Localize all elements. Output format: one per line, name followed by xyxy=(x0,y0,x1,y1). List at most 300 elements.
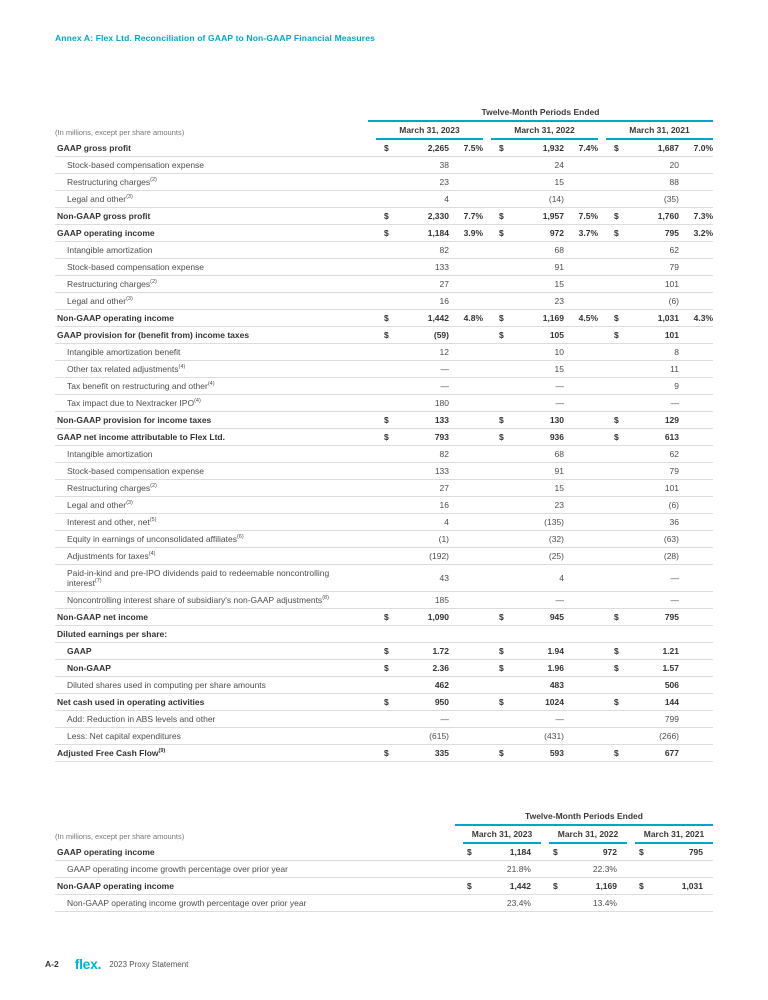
table-row xyxy=(55,259,713,276)
row-label-text: Paid-in-kind and pre-IPO dividends paid to redeemable noncontrolling interest xyxy=(67,567,330,589)
row-label-text: Equity in earnings of unconsolidated affiliates xyxy=(67,533,237,544)
value-group xyxy=(598,500,713,510)
cell-value: 20 xyxy=(669,160,679,170)
dollar-sign: $ xyxy=(384,211,389,221)
cell-value: 1,442 xyxy=(427,313,449,323)
cell-value: (431) xyxy=(544,731,564,742)
cell-value: 79 xyxy=(669,262,679,272)
row-label-text: GAAP operating income xyxy=(57,846,155,857)
value-group xyxy=(483,573,598,583)
value-group xyxy=(483,262,598,272)
cell-value: 101 xyxy=(664,483,679,493)
dollar-sign: $ xyxy=(614,330,619,340)
cell-value: 133 xyxy=(434,262,449,272)
value-group xyxy=(368,573,483,583)
dollar-sign: $ xyxy=(614,313,619,323)
dollar-sign: $ xyxy=(499,612,504,623)
value-group xyxy=(483,160,598,170)
dollar-sign: $ xyxy=(384,415,389,425)
column-header: March 31, 2023 xyxy=(376,125,483,140)
value-group xyxy=(368,177,483,187)
dollar-sign: $ xyxy=(384,612,389,623)
table-row xyxy=(55,861,713,878)
row-label-text: Legal and other xyxy=(67,295,127,306)
cell-value: 1,169 xyxy=(542,313,564,323)
value-group xyxy=(598,731,713,741)
value-group xyxy=(598,551,713,561)
row-label-text: Non-GAAP gross profit xyxy=(57,210,151,221)
row-label-text: Interest and other, net xyxy=(67,516,150,527)
pct-value: 4.8% xyxy=(463,313,483,323)
column-header: March 31, 2021 xyxy=(606,125,713,140)
cell-value: (14) xyxy=(548,194,564,204)
cell-value: (35) xyxy=(663,194,679,204)
cell-value: (615) xyxy=(429,731,449,742)
row-label xyxy=(55,157,368,173)
footnote-ref: (3) xyxy=(126,193,133,200)
cell-value: 15 xyxy=(554,177,564,187)
value-group xyxy=(483,143,598,153)
value-group xyxy=(598,313,713,323)
cell-value: 936 xyxy=(549,432,564,442)
row-label xyxy=(55,293,368,309)
value-group xyxy=(368,245,483,255)
dollar-sign: $ xyxy=(614,211,619,221)
cell-value: 1.72 xyxy=(432,646,449,657)
row-label xyxy=(55,191,368,207)
row-label xyxy=(55,225,368,241)
value-group xyxy=(598,381,713,391)
dollar-sign: $ xyxy=(499,748,504,759)
value-group xyxy=(368,483,483,493)
value-group xyxy=(368,663,483,673)
value-group xyxy=(368,313,483,323)
row-label-text: Intangible amortization benefit xyxy=(67,346,181,357)
dollar-sign: $ xyxy=(614,432,619,442)
cell-value: 15 xyxy=(554,364,564,374)
cell-value: — xyxy=(670,573,679,584)
value-group xyxy=(598,398,713,408)
value-group xyxy=(368,296,483,306)
table-row xyxy=(55,626,713,643)
cell-value: 23.4% xyxy=(506,898,531,908)
footnote-ref: (3) xyxy=(126,499,133,506)
cell-value: 1,184 xyxy=(427,228,449,238)
value-group xyxy=(483,228,598,238)
cell-value: 16 xyxy=(439,500,449,510)
operating-income-growth-table xyxy=(55,811,713,912)
row-label xyxy=(55,592,368,608)
cell-value: 1.94 xyxy=(547,646,564,657)
pct-value: 7.7% xyxy=(463,211,483,221)
table-row xyxy=(55,531,713,548)
row-label xyxy=(55,480,368,496)
value-group xyxy=(598,612,713,622)
value-group xyxy=(483,714,598,724)
dollar-sign: $ xyxy=(384,697,389,708)
dollar-sign: $ xyxy=(614,415,619,425)
cell-value: 613 xyxy=(664,432,679,442)
cell-value: 68 xyxy=(554,245,564,255)
cell-value: 22.3% xyxy=(592,864,617,874)
row-label xyxy=(55,643,368,659)
cell-value: 1,184 xyxy=(509,847,531,857)
period-header-row xyxy=(55,811,713,826)
value-group xyxy=(368,228,483,238)
cell-value: 27 xyxy=(439,483,449,493)
cell-value: 12 xyxy=(439,347,449,357)
footnote-ref: (2) xyxy=(150,176,157,183)
row-label-text: Non-GAAP xyxy=(67,662,111,673)
cell-value: — xyxy=(555,398,564,408)
row-label-text: Non-GAAP operating income growth percentage over prior year xyxy=(67,897,307,908)
row-label-text: Stock-based compensation expense xyxy=(67,159,205,170)
pct-value: 7.4% xyxy=(578,143,598,153)
table-row xyxy=(55,565,713,592)
table-row xyxy=(55,711,713,728)
row-label xyxy=(55,531,368,547)
value-group xyxy=(368,612,483,622)
dollar-sign: $ xyxy=(553,881,558,891)
value-group xyxy=(483,279,598,289)
row-label-text: Legal and other xyxy=(67,499,127,510)
cell-value: — xyxy=(555,714,564,725)
value-group xyxy=(598,347,713,357)
row-label xyxy=(55,895,455,911)
value-group xyxy=(483,612,598,622)
row-label-text: Adjustments for taxes xyxy=(67,550,149,561)
value-group xyxy=(598,228,713,238)
footnote-ref: (5) xyxy=(149,516,157,523)
table-caption: (In millions, except per share amounts) xyxy=(55,832,185,841)
dollar-sign: $ xyxy=(614,697,619,708)
pct-value: 7.5% xyxy=(578,211,598,221)
cell-value: 185 xyxy=(434,595,449,606)
table-row xyxy=(55,174,713,191)
label-column-spacer xyxy=(55,107,368,122)
row-label xyxy=(55,446,368,462)
cell-value: (28) xyxy=(663,551,679,561)
value-group xyxy=(368,398,483,408)
cell-value: 4 xyxy=(444,194,449,204)
value-group xyxy=(368,262,483,272)
row-label-text: Intangible amortization xyxy=(67,244,153,255)
value-group xyxy=(598,646,713,656)
cell-value: 82 xyxy=(439,245,449,255)
value-group xyxy=(598,663,713,673)
row-label xyxy=(55,878,455,894)
dollar-sign: $ xyxy=(639,881,644,891)
table-row xyxy=(55,844,713,861)
row-label xyxy=(55,412,368,428)
cell-value: 133 xyxy=(434,415,449,425)
value-group xyxy=(598,143,713,153)
value-group xyxy=(368,432,483,442)
value-group xyxy=(483,697,598,707)
cell-value: 795 xyxy=(664,228,679,238)
value-group xyxy=(368,364,483,374)
cell-value: 10 xyxy=(554,347,564,357)
value-group xyxy=(483,330,598,340)
value-group xyxy=(483,296,598,306)
cell-value: 2,330 xyxy=(427,211,449,221)
cell-value: 82 xyxy=(439,449,449,459)
table-row xyxy=(55,157,713,174)
value-group xyxy=(598,177,713,187)
value-group xyxy=(483,194,598,204)
row-label-text: Tax impact due to Nextracker IPO xyxy=(67,397,195,408)
cell-value: 79 xyxy=(669,466,679,476)
table-row xyxy=(55,878,713,895)
row-label-text: Other tax related adjustments xyxy=(67,363,179,374)
row-label-text: Legal and other xyxy=(67,193,127,204)
value-group xyxy=(455,847,541,857)
cell-value: (266) xyxy=(659,731,679,742)
cell-value: 793 xyxy=(434,432,449,442)
row-label-text: Restructuring charges xyxy=(67,482,151,493)
table-caption: (In millions, except per share amounts) xyxy=(55,128,185,137)
pct-value: 3.9% xyxy=(463,228,483,238)
dollar-sign: $ xyxy=(553,847,558,857)
footnote-ref: (8) xyxy=(322,595,329,602)
dollar-sign: $ xyxy=(499,432,504,442)
value-group xyxy=(483,347,598,357)
value-group xyxy=(368,449,483,459)
value-group xyxy=(483,449,598,459)
value-group xyxy=(598,595,713,605)
row-label xyxy=(55,327,368,343)
row-label xyxy=(55,844,455,860)
dollar-sign: $ xyxy=(639,847,644,857)
table-row xyxy=(55,660,713,677)
row-label xyxy=(55,514,368,530)
table-row xyxy=(55,361,713,378)
footnote-ref: (4) xyxy=(148,550,156,557)
value-group xyxy=(483,415,598,425)
value-group xyxy=(483,177,598,187)
page-title: Annex A: Flex Ltd. Reconciliation of GAAP to Non-GAAP Financial Measures xyxy=(55,33,375,43)
cell-value: (25) xyxy=(548,551,564,561)
row-label-text: Tax benefit on restructuring and other xyxy=(67,380,208,391)
table-row xyxy=(55,225,713,242)
period-header: Twelve-Month Periods Ended xyxy=(455,811,713,826)
row-label xyxy=(55,259,368,275)
value-group xyxy=(541,881,627,891)
value-group xyxy=(368,714,483,724)
value-group xyxy=(598,245,713,255)
cell-value: 795 xyxy=(688,847,703,857)
table-row xyxy=(55,429,713,446)
value-group xyxy=(598,160,713,170)
row-label-text: Noncontrolling interest share of subsidiary's non-GAAP adjustments xyxy=(67,594,323,605)
value-group xyxy=(483,245,598,255)
table-row xyxy=(55,378,713,395)
cell-value: 1,932 xyxy=(542,143,564,153)
cell-value: 13.4% xyxy=(592,898,617,908)
table-row xyxy=(55,694,713,711)
row-label xyxy=(55,344,368,360)
value-group xyxy=(598,279,713,289)
row-label-text: Restructuring charges xyxy=(67,278,151,289)
value-group xyxy=(598,262,713,272)
value-group xyxy=(483,466,598,476)
dollar-sign: $ xyxy=(384,663,389,674)
cell-value: 130 xyxy=(549,415,564,425)
cell-value: 972 xyxy=(602,847,617,857)
dollar-sign: $ xyxy=(499,330,504,340)
cell-value: 38 xyxy=(439,160,449,170)
value-group xyxy=(455,898,541,908)
column-header-row xyxy=(55,125,713,140)
value-group xyxy=(598,748,713,758)
cell-value: 506 xyxy=(664,680,679,691)
row-label xyxy=(55,565,368,591)
value-group xyxy=(483,313,598,323)
row-label xyxy=(55,395,368,411)
table-row xyxy=(55,327,713,344)
row-label-text: Add: Reduction in ABS levels and other xyxy=(67,713,216,724)
value-group xyxy=(368,500,483,510)
table-row xyxy=(55,895,713,912)
value-group xyxy=(598,680,713,690)
row-label xyxy=(55,626,368,642)
value-group xyxy=(483,595,598,605)
dollar-sign: $ xyxy=(499,697,504,708)
cell-value: 23 xyxy=(554,296,564,306)
cell-value: 105 xyxy=(549,330,564,340)
table-row xyxy=(55,446,713,463)
cell-value: (6) xyxy=(668,500,679,510)
row-label xyxy=(55,609,368,625)
row-label-text: Diluted shares used in computing per share amounts xyxy=(67,679,266,690)
document-title: 2023 Proxy Statement xyxy=(109,959,189,969)
value-group xyxy=(598,415,713,425)
dollar-sign: $ xyxy=(499,211,504,221)
table-row xyxy=(55,592,713,609)
dollar-sign: $ xyxy=(499,143,504,153)
table-row xyxy=(55,276,713,293)
row-label-text: Non-GAAP operating income xyxy=(57,880,174,891)
value-group xyxy=(541,847,627,857)
cell-value: 11 xyxy=(670,364,679,374)
cell-value: 4 xyxy=(444,517,449,527)
cell-value: 2,265 xyxy=(427,143,449,153)
period-header: Twelve-Month Periods Ended xyxy=(368,107,713,122)
value-group xyxy=(368,194,483,204)
cell-value: (1) xyxy=(438,534,449,544)
value-group xyxy=(598,211,713,221)
value-group xyxy=(598,714,713,724)
value-group xyxy=(368,595,483,605)
dollar-sign: $ xyxy=(384,143,389,153)
cell-value: (63) xyxy=(663,534,679,544)
value-group xyxy=(483,680,598,690)
cell-value: 91 xyxy=(554,262,564,272)
cell-value: — xyxy=(670,595,679,606)
table-row xyxy=(55,208,713,225)
value-group xyxy=(483,551,598,561)
value-group xyxy=(483,381,598,391)
row-label-text: Adjusted Free Cash Flow xyxy=(57,747,159,758)
table-row xyxy=(55,728,713,745)
value-group xyxy=(483,646,598,656)
value-group xyxy=(368,731,483,741)
dollar-sign: $ xyxy=(614,646,619,657)
row-label xyxy=(55,548,368,564)
cell-value: (32) xyxy=(548,534,564,544)
row-label xyxy=(55,677,368,693)
cell-value: 101 xyxy=(664,279,679,289)
cell-value: 91 xyxy=(554,466,564,476)
cell-value: — xyxy=(555,595,564,606)
cell-value: 144 xyxy=(664,697,679,708)
dollar-sign: $ xyxy=(614,228,619,238)
dollar-sign: $ xyxy=(384,228,389,238)
value-group xyxy=(598,194,713,204)
cell-value: 180 xyxy=(434,398,449,408)
cell-value: (135) xyxy=(544,517,564,527)
column-header: March 31, 2023 xyxy=(463,829,541,844)
row-label xyxy=(55,276,368,292)
period-header-row xyxy=(55,107,713,122)
value-group xyxy=(598,466,713,476)
footnote-ref: (6) xyxy=(236,533,244,540)
row-label xyxy=(55,728,368,744)
row-label-text: GAAP operating income xyxy=(57,227,155,238)
value-group xyxy=(483,364,598,374)
cell-value: 950 xyxy=(434,697,449,708)
value-group xyxy=(598,517,713,527)
pct-value: 7.0% xyxy=(693,143,713,153)
row-label-text: GAAP provision for (benefit from) income taxes xyxy=(57,329,250,340)
cell-value: 15 xyxy=(554,483,564,493)
cell-value: 23 xyxy=(439,177,449,187)
cell-value: 1,031 xyxy=(657,313,679,323)
table-row xyxy=(55,310,713,327)
cell-value: 129 xyxy=(664,415,679,425)
cell-value: 68 xyxy=(554,449,564,459)
cell-value: — xyxy=(555,381,564,391)
row-label-text: Intangible amortization xyxy=(67,448,153,459)
table-row xyxy=(55,514,713,531)
row-label-text: Non-GAAP provision for income taxes xyxy=(57,414,212,425)
dollar-sign: $ xyxy=(499,663,504,674)
value-group xyxy=(368,143,483,153)
dollar-sign: $ xyxy=(384,748,389,759)
cell-value: 945 xyxy=(549,612,564,623)
table-row xyxy=(55,191,713,208)
row-label xyxy=(55,310,368,326)
cell-value: 133 xyxy=(434,466,449,476)
cell-value: 462 xyxy=(434,680,449,691)
table-row xyxy=(55,677,713,694)
page-number: A-2 xyxy=(45,959,59,969)
value-group xyxy=(483,398,598,408)
cell-value: 1,031 xyxy=(681,881,703,891)
pct-value: 4.3% xyxy=(693,313,713,323)
dollar-sign: $ xyxy=(384,646,389,657)
cell-value: 1.57 xyxy=(662,663,679,674)
table-row xyxy=(55,395,713,412)
value-group xyxy=(368,534,483,544)
table-row xyxy=(55,609,713,626)
row-label xyxy=(55,660,368,676)
cell-value: — xyxy=(440,714,449,725)
cell-value: 101 xyxy=(664,330,679,340)
value-group xyxy=(483,663,598,673)
row-label-text: Restructuring charges xyxy=(67,176,151,187)
dollar-sign: $ xyxy=(467,881,472,891)
